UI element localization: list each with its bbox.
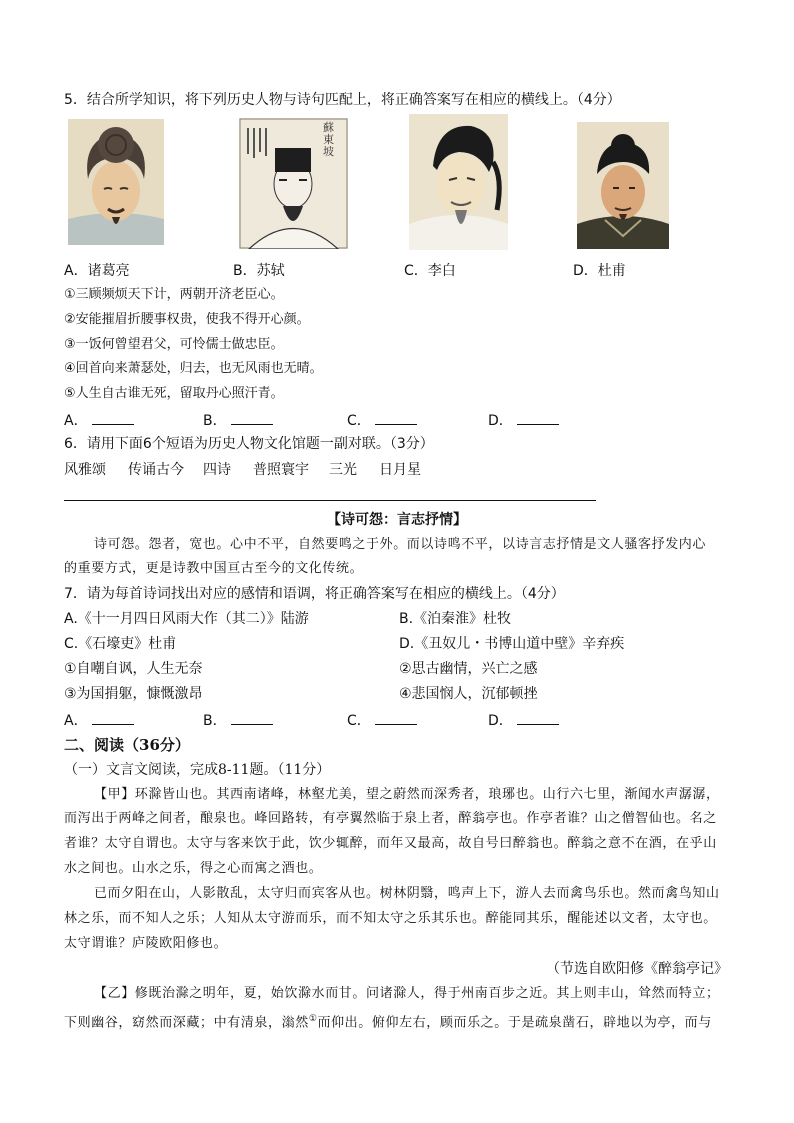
answer-blank[interactable]: [92, 410, 134, 425]
q5-answer-c: C．: [347, 410, 417, 431]
option-a: A．诸葛亮: [64, 263, 130, 279]
q7-option-c: C.《石壕吏》杜甫: [64, 636, 177, 652]
option-b: B．苏轼: [233, 263, 285, 279]
q7-option-a: A.《十一月四日风雨大作（其二）》陆游: [64, 611, 309, 627]
answer-blank[interactable]: [375, 410, 417, 425]
answer-blank[interactable]: [517, 410, 559, 425]
jia-line-7: 太守谓谁？庐陵欧阳修也。: [64, 936, 228, 951]
portrait-su-shi: [239, 118, 348, 249]
q7-emotion-2: ②思古幽情，兴亡之感: [399, 661, 538, 677]
portrait-inscription: 蘇東坡: [323, 121, 334, 158]
verse-3: ③一饭何曾望君父，可怜儒士做忠臣。: [64, 337, 284, 352]
q7-answer-a: A．: [64, 710, 134, 731]
q6-stem: 6．请用下面6个短语为历史人物文化馆题一副对联。（3分）: [64, 436, 434, 452]
q7-answer-d: D．: [488, 710, 559, 731]
q7-answer-c: C．: [347, 710, 417, 731]
footnote-mark[interactable]: ①: [308, 1014, 318, 1024]
part2-heading: 二、阅读（36分）: [64, 736, 190, 754]
source-citation: （节选自欧阳修《醉翁亭记》: [546, 961, 728, 977]
q5-stem: 5．结合所学知识，将下列历史人物与诗句匹配上，将正确答案写在相应的横线上。（4分）: [64, 92, 621, 108]
jia-line-6: 林之乐，而不知人之乐；人知从太守游而乐，而不知太守之乐其乐也。醉能同其乐，醒能述以文者，太守也。: [64, 911, 717, 926]
answer-line[interactable]: [64, 500, 596, 501]
jia-line-4: 水之间也。山水之乐，得之心而寓之酒也。: [64, 861, 323, 876]
phrase-3: 四诗: [203, 462, 231, 478]
q7-emotion-4: ④悲国悯人，沉郁顿挫: [399, 686, 538, 702]
jia-line-1: 【甲】环滁皆山也。其西南诸峰，林壑尤美，望之蔚然而深秀者，琅琊也。山行六七里，渐闻水声潺潺，: [94, 787, 720, 802]
intro-line-2: 的重要方式，更是诗教中国亘古至今的文化传统。: [64, 561, 364, 576]
verse-5: ⑤人生自古谁无死，留取丹心照汗青。: [64, 386, 284, 401]
section-title: 【诗可怨：言志抒情】: [327, 512, 467, 528]
verse-4: ④回首向来萧瑟处，归去，也无风雨也无晴。: [64, 361, 323, 376]
portrait-zhuge-liang: [68, 119, 164, 245]
option-c: C．李白: [404, 263, 456, 279]
q7-answer-b: B．: [203, 710, 273, 731]
answer-blank[interactable]: [231, 710, 273, 725]
portrait-du-fu: [577, 122, 669, 249]
q5-answer-d: D．: [488, 410, 559, 431]
q7-option-d: D.《丑奴儿・书博山道中壁》辛弃疾: [399, 636, 625, 652]
answer-blank[interactable]: [517, 710, 559, 725]
yi-line-1: 【乙】修既治滁之明年，夏，始饮滁水而甘。问诸滁人，得于州南百步之近。其上则丰山，耸然而特立；: [94, 986, 720, 1001]
jia-line-5: 已而夕阳在山，人影散乱，太守归而宾客从也。树林阴翳，鸣声上下，游人去而禽鸟乐也。然而禽鸟知山: [94, 886, 720, 901]
q7-emotion-3: ③为国捐躯，慷慨激昂: [64, 686, 203, 702]
answer-blank[interactable]: [231, 410, 273, 425]
phrase-5: 三光: [329, 462, 357, 478]
part2-sub: （一）文言文阅读，完成8-11题。（11分）: [64, 762, 331, 778]
intro-line-1: 诗可怨。怨者，宽也。心中不平，自然要鸣之于外。而以诗鸣不平，以诗言志抒情是文人骚客抒发内心: [94, 537, 707, 552]
answer-blank[interactable]: [92, 710, 134, 725]
verse-1: ①三顾频烦天下计，两朝开济老臣心。: [64, 287, 284, 302]
jia-line-3: 者谁？太守自谓也。太守与客来饮于此，饮少辄醉，而年又最高，故自号曰醉翁也。醉翁之意不在酒，在乎山: [64, 836, 717, 851]
q7-option-b: B.《泊秦淮》杜牧: [399, 611, 512, 627]
q5-answer-b: B．: [203, 410, 273, 431]
q7-stem: 7．请为每首诗词找出对应的感情和语调，将正确答案写在相应的横线上。（4分）: [64, 586, 565, 602]
phrase-4: 普照寰宇: [253, 462, 309, 478]
q7-emotion-1: ①自嘲自讽，人生无奈: [64, 661, 203, 677]
yi-line-2: 下则幽谷，窈然而深藏；中有清泉，滃然①而仰出。俯仰左右，顾而乐之。于是疏泉凿石，辟地以为亭，而与: [64, 1014, 712, 1031]
q5-answer-a: A．: [64, 410, 134, 431]
phrase-2: 传诵古今: [128, 462, 184, 478]
phrase-6: 日月星: [379, 462, 421, 478]
answer-blank[interactable]: [375, 710, 417, 725]
phrase-1: 风雅颂: [64, 462, 106, 478]
verse-2: ②安能摧眉折腰事权贵，使我不得开心颜。: [64, 312, 310, 327]
portrait-li-bai: [409, 114, 508, 250]
option-d: D．杜甫: [573, 263, 626, 279]
jia-line-2: 而泻出于两峰之间者，酿泉也。峰回路转，有亭翼然临于泉上者，醉翁亭也。作亭者谁？山之僧智仙也。名之: [64, 811, 717, 826]
